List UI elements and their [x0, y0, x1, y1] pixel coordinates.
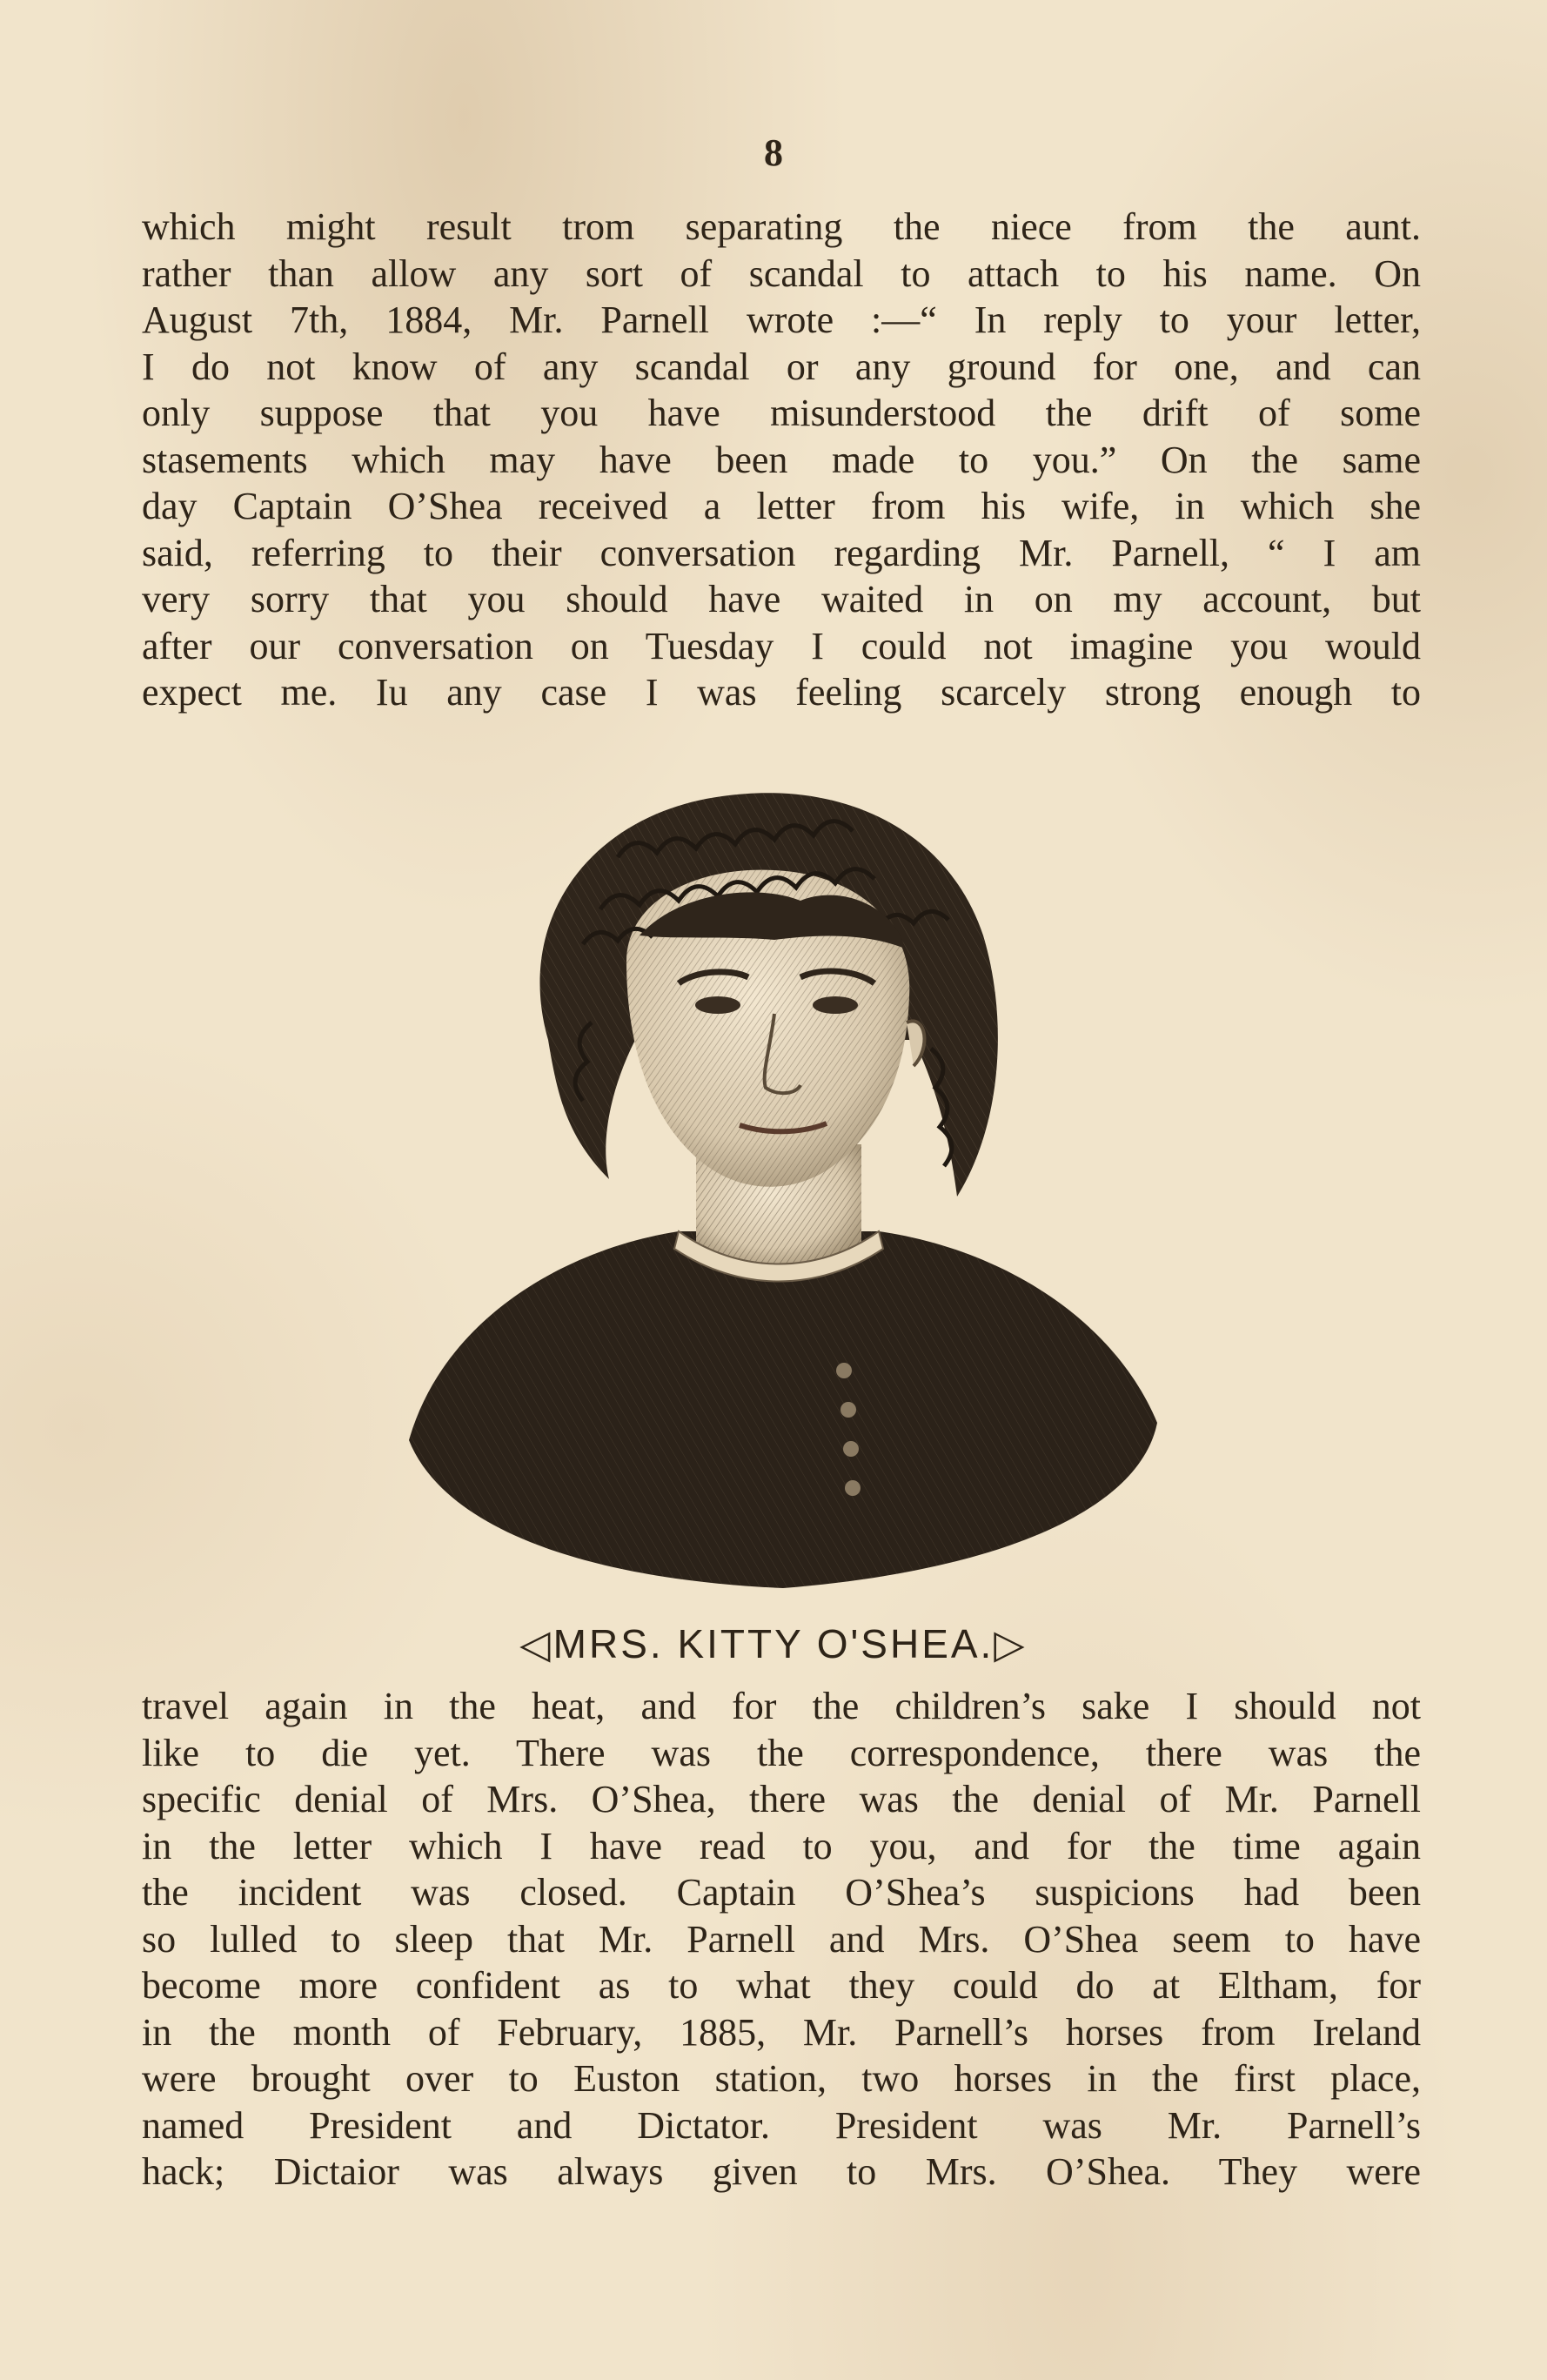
text-line: very sorry that you should have waited in on my account, but: [142, 578, 1421, 620]
text-line: August 7th, 1884, Mr. Parnell wrote :—“ In reply to your letter,: [142, 298, 1421, 341]
text-line: only suppose that you have misunderstood the drift of some: [142, 392, 1421, 434]
text-line: the incident was closed. Captain O’Shea’s suspicions had been: [142, 1871, 1421, 1914]
text-line: travel again in the heat, and for the children’s sake I should not: [142, 1685, 1421, 1727]
portrait-engraving: [392, 761, 1175, 1606]
text-line: in the letter which I have read to you, and for the time again: [142, 1824, 1421, 1867]
text-line: day Captain O’Shea received a letter from his wife, in which she: [142, 485, 1421, 527]
text-line: after our conversation on Tuesday I could not imagine you would: [142, 624, 1421, 667]
text-line: named President and Dictator. President was Mr. Parnell’s: [142, 2103, 1421, 2147]
text-line: were brought over to Euston station, two horses in the first place,: [142, 2057, 1421, 2100]
text-line: said, referring to their conversation regarding Mr. Parnell, “ I am: [142, 531, 1421, 574]
text-line: like to die yet. There was the correspondence, there was the: [142, 1731, 1421, 1774]
text-line: hack; Dictaior was always given to Mrs. O’Shea. They were: [142, 2150, 1421, 2193]
illustration-caption: ◁MRS. KITTY O'SHEA.▷: [519, 1621, 1028, 1666]
paragraph-top: [142, 204, 1421, 716]
text-line: stasements which may have been made to you.” On the same: [142, 438, 1421, 481]
text-line: which might result trom separating the niece from the aunt.: [142, 205, 1421, 248]
text-line: rather than allow any sort of scandal to attach to his name. On: [142, 251, 1421, 295]
page-number: 8: [764, 131, 783, 174]
text-line: become more confident as to what they could do at Eltham, for: [142, 1964, 1421, 2007]
text-line: in the month of February, 1885, Mr. Parnell’s horses from Ireland: [142, 2010, 1421, 2054]
text-line: expect me. Iu any case I was feeling scarcely strong enough to: [142, 671, 1421, 714]
text-line: so lulled to sleep that Mr. Parnell and Mrs. O’Shea seem to have: [142, 1917, 1421, 1961]
text-line: specific denial of Mrs. O’Shea, there was the denial of Mr. Parnell: [142, 1778, 1421, 1820]
text-line: I do not know of any scandal or any ground for one, and can: [142, 345, 1421, 388]
paragraph-bottom: [142, 1683, 1421, 2196]
